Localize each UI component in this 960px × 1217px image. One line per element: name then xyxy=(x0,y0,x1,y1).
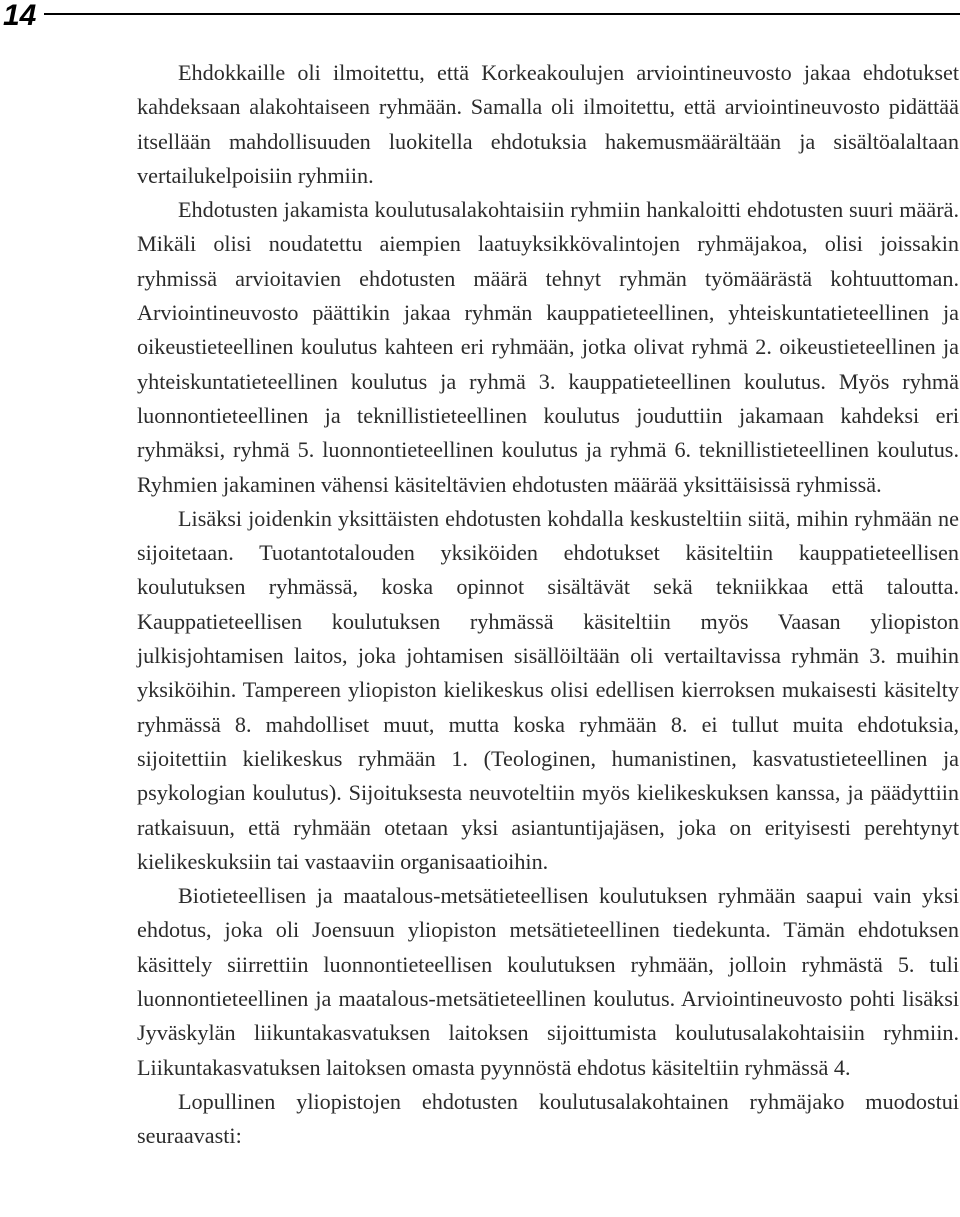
paragraph-4: Biotieteellisen ja maatalous-metsätieteellisen koulutuksen ryhmään saapui vain yksi ehdotus, joka oli Joensuun yliopiston metsätieteellinen tiedekunta. Tämän ehdotuksen käsittely siirrettiin luonnontieteellisen koulutuksen ryhmään, jolloin ryhmästä 5. tuli luonnontieteellinen ja maatalous-metsätieteellinen koulutus. Arviointineuvosto pohti lisäksi Jyväskylän liikuntakasvatuksen laitoksen sijoittumista koulutusalakohtaisiin ryhmiin. Liikuntakasvatuksen laitoksen omasta pyynnöstä ehdotus käsiteltiin ryhmässä 4. xyxy=(137,883,959,1080)
paragraph-3: Lisäksi joidenkin yksittäisten ehdotusten kohdalla keskusteltiin siitä, mihin ryhmään ne sijoitetaan. Tuotantotalouden yksiköiden ehdotukset käsiteltiin kauppatieteellisen koulutuksen ryhmässä, koska opinnot sisältävät sekä tekniikkaa että taloutta. Kauppatieteellisen koulutuksen ryhmässä käsiteltiin myös Vaasan yliopiston julkisjohtamisen laitos, joka johtamisen sisällöiltään oli vertailtavissa ryhmän 3. muihin yksiköihin. Tampereen yliopiston kielikeskus olisi edellisen kierroksen mukaisesti käsitelty ryhmässä 8. mahdolliset muut, mutta koska ryhmään 8. ei tullut muita ehdotuksia, sijoitettiin kielikeskus ryhmään 1. (Teologinen, humanistinen, kasvatustieteellinen ja psykologian koulutus). Sijoituksesta neuvoteltiin myös kielikeskuksen kanssa, ja päädyttiin ratkaisuun, että ryhmään otetaan yksi asiantuntijajäsen, joka on erityisesti perehtynyt kielikeskuksiin tai vastaaviin organisaatioihin. xyxy=(137,505,959,874)
page-header xyxy=(0,0,960,40)
paragraph-2: Ehdotusten jakamista koulutusalakohtaisiin ryhmiin hankaloitti ehdotusten suuri määrä. Mikäli olisi noudatettu aiempien laatuyksikkövalintojen ryhmäjakoa, olisi joissakin ryhmissä arvioitavien ehdotusten määrä tehnyt ryhmän työmäärästä kohtuuttoman. Arviointineuvosto päättikin jakaa ryhmän kauppatieteellinen, yhteiskuntatieteellinen ja oikeustieteellinen koulutus kahteen eri ryhmään, jotka olivat ryhmä 2. oikeustieteellinen ja yhteiskuntatieteellinen koulutus ja ryhmä 3. kauppatieteellinen koulutus. Myös ryhmä luonnontieteellinen ja teknillistieteellinen koulutus jouduttiin jakamaan kahdeksi eri ryhmäksi, ryhmä 5. luonnontieteellinen koulutus ja ryhmä 6. teknillistieteellinen koulutus. Ryhmien jakaminen vähensi käsiteltävien ehdotusten määrää yksittäisissä ryhmissä. xyxy=(137,197,959,497)
paragraph-1: Ehdokkaille oli ilmoitettu, että Korkeakoulujen arviointineuvosto jakaa ehdotukset kahdeksaan alakohtaiseen ryhmään. Samalla oli ilmoitettu, että arviointineuvosto pidättää itsellään mahdollisuuden luokitella ehdotuksia hakemusmäärältään ja sisältöalaltaan vertailukelpoisiin ryhmiin. xyxy=(137,60,959,188)
body-text xyxy=(137,56,959,1154)
paragraph-5: Lopullinen yliopistojen ehdotusten koulutusalakohtainen ryhmäjako muodostui seuraavasti: xyxy=(137,1088,959,1149)
page-number: 14 xyxy=(3,0,37,32)
header-rule xyxy=(44,13,960,15)
